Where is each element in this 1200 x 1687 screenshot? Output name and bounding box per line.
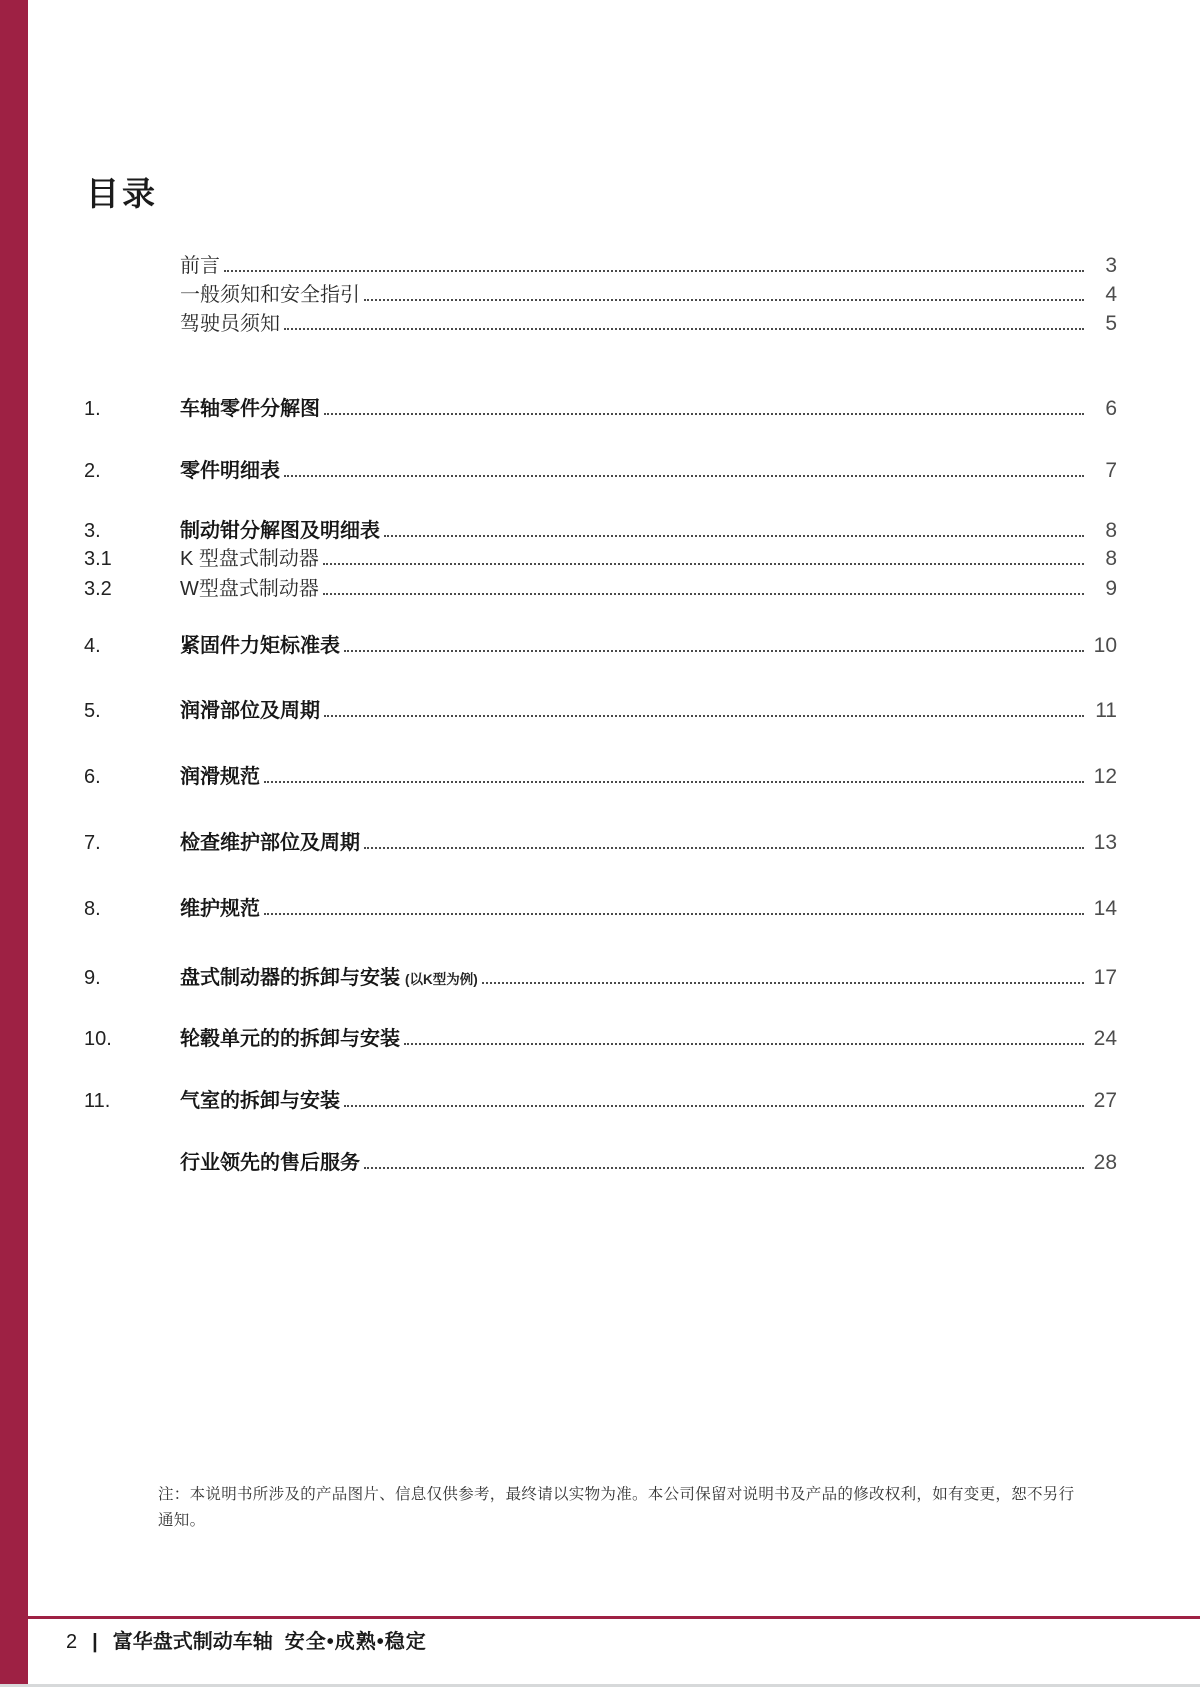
toc-entry-page: 8 [1105,547,1117,570]
toc-dot-leader [264,781,1084,783]
toc-entry-title: 润滑部位及周期 [180,700,320,722]
toc-entry-page: 10 [1093,634,1117,657]
toc-entry[interactable] [84,395,1117,422]
footer-page-number: 2 [66,1631,78,1653]
toc-entry-title: K 型盘式制动器 [180,548,319,570]
toc-entry-page: 4 [1105,283,1117,306]
toc-dot-leader [364,1167,1084,1169]
toc-entry[interactable] [84,964,1117,991]
toc-entry-title: 盘式制动器的拆卸与安装 [180,967,400,989]
toc-entry-number: 9. [84,967,101,989]
toc-entry[interactable] [84,310,1117,337]
toc-dot-leader [482,982,1084,984]
toc-entry-title: 制动钳分解图及明细表 [180,520,380,542]
toc-entry-number: 11. [84,1090,111,1112]
toc-dot-leader [324,715,1084,717]
toc-entry[interactable] [84,829,1117,856]
toc-entry-number: 10. [84,1028,112,1050]
toc-entry-number: 3.2 [84,578,112,600]
toc-entry-suffix: (以K型为例) [405,972,478,987]
toc-entry[interactable] [84,517,1117,544]
toc-entry-page: 27 [1093,1089,1117,1112]
toc-entry-title: 前言 [180,255,220,277]
toc-entry-title: 车轴零件分解图 [180,398,320,420]
footer-tagline: 安全•成熟•稳定 [284,1631,427,1653]
toc-entry-page: 14 [1093,897,1117,920]
toc-entry-page: 8 [1105,519,1117,542]
toc-entry-number: 7. [84,832,101,854]
toc-dot-leader [224,270,1084,272]
toc-dot-leader [344,1105,1084,1107]
toc-entry-title: 气室的拆卸与安装 [180,1090,340,1112]
footer-rule [28,1616,1200,1619]
toc-entry-number: 5. [84,700,101,722]
note-text [158,1482,1075,1533]
toc-entry-page: 17 [1093,966,1117,989]
toc-entry-title: 检查维护部位及周期 [180,832,360,854]
toc-dot-leader [344,650,1084,652]
toc-entry[interactable] [84,697,1117,724]
toc-entry-number: 8. [84,898,101,920]
side-accent-bar [0,0,28,1687]
toc-dot-leader [324,413,1084,415]
toc-dot-leader [264,913,1084,915]
toc-entry-page: 12 [1093,765,1117,788]
toc-dot-leader [384,535,1084,537]
page-title: 目录 [86,175,158,212]
toc-entry-number: 6. [84,766,101,788]
toc-entry-page: 7 [1105,459,1117,482]
toc-entry-number: 2. [84,460,101,482]
toc-entry[interactable] [84,763,1117,790]
toc-entry[interactable] [84,545,1117,572]
toc-dot-leader [323,563,1084,565]
toc-entry-title: W型盘式制动器 [180,578,319,600]
toc-entry-page: 9 [1105,577,1117,600]
toc-dot-leader [284,328,1084,330]
toc-entry[interactable] [84,575,1117,602]
footer-brand: 富华盘式制动车轴 [112,1631,273,1653]
toc-dot-leader [364,847,1084,849]
page-footer [66,1629,427,1655]
toc-dot-leader [364,299,1084,301]
toc-entry[interactable] [84,632,1117,659]
toc-entry-title: 维护规范 [180,898,260,920]
toc-entry-title: 驾驶员须知 [180,313,280,335]
toc-entry-page: 6 [1105,397,1117,420]
toc-entry[interactable] [84,1025,1117,1052]
toc-entry-page: 5 [1105,312,1117,335]
footer-separator: | [92,1631,98,1653]
toc-entry[interactable] [84,895,1117,922]
toc-dot-leader [404,1043,1084,1045]
toc-entry[interactable] [84,252,1117,279]
toc-entry-page: 13 [1093,831,1117,854]
toc-entry-page: 24 [1093,1027,1117,1050]
toc-entry-title: 润滑规范 [180,766,260,788]
toc-dot-leader [284,475,1084,477]
toc-entry-title: 一般须知和安全指引 [180,284,360,306]
toc-entry-number: 3.1 [84,548,112,570]
toc-entry-title: 零件明细表 [180,460,280,482]
toc-entry[interactable] [84,1149,1117,1176]
note-line-2: 通知。 [158,1511,206,1529]
toc-entry-page: 3 [1105,254,1117,277]
toc-entry[interactable] [84,281,1117,308]
toc-entry[interactable] [84,457,1117,484]
toc-entry-page: 28 [1093,1151,1117,1174]
note-line-1: 注：本说明书所涉及的产品图片、信息仅供参考，最终请以实物为准。本公司保留对说明书及产品的修改权利，如有变更，恕不另行 [158,1486,1075,1503]
toc-dot-leader [323,593,1084,595]
toc-entry-number: 3. [84,520,101,542]
toc-page [84,0,1117,1687]
toc-entry[interactable] [84,1087,1117,1114]
toc-entry-page: 11 [1095,699,1117,722]
toc-entry-number: 4. [84,635,101,657]
toc-entry-number: 1. [84,398,101,420]
toc-entry-title: 轮毂单元的的拆卸与安装 [180,1028,400,1050]
toc-entry-title: 紧固件力矩标准表 [180,635,340,657]
toc-entry-title: 行业领先的售后服务 [180,1152,360,1174]
